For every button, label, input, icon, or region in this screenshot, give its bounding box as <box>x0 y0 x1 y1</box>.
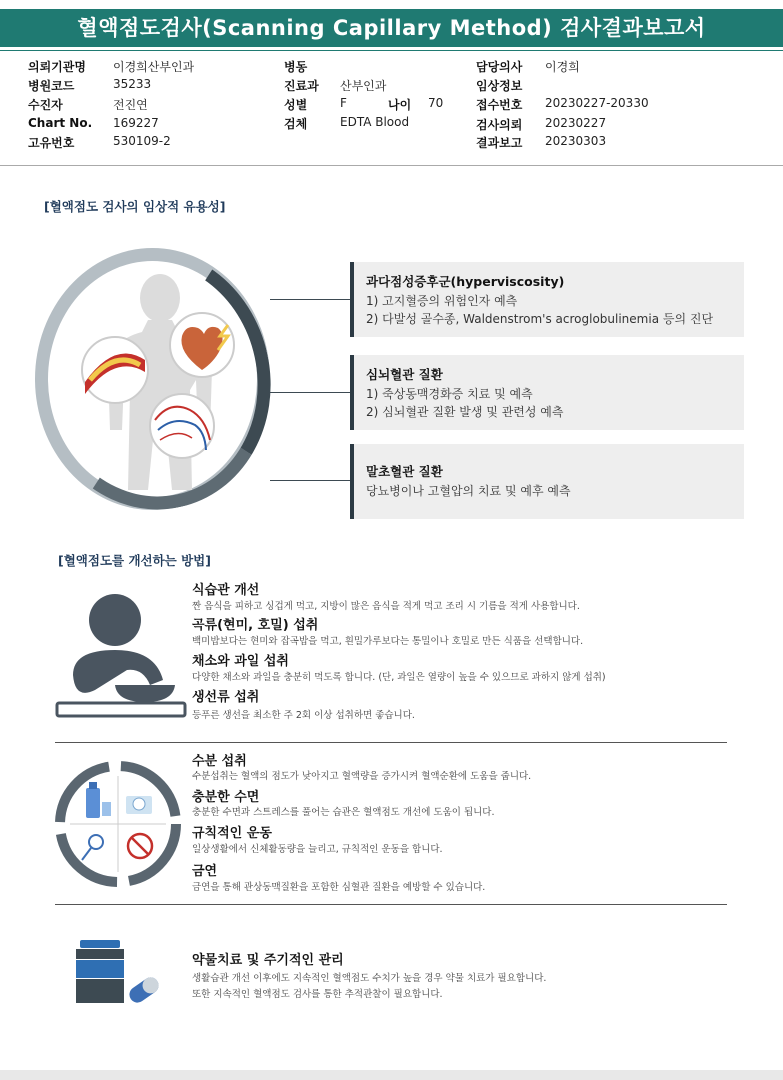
info-value: 이경희산부인과 <box>113 60 195 74</box>
connector-line <box>270 392 350 393</box>
info-institution <box>28 58 86 75</box>
info-report-date <box>476 134 522 151</box>
tip-description: 생활습관 개선 이후에도 지속적인 혈액점도 수치가 높을 경우 약물 치료가 필요합니다. <box>192 973 547 984</box>
tip-description: 금연을 통해 관상동맥질환을 포함한 심혈관 질환을 예방할 수 있습니다. <box>192 882 486 893</box>
no-smoking-icon <box>128 834 152 858</box>
tip-heading: 식습관 개선 <box>192 583 260 598</box>
clinical-box-cardio <box>350 355 744 430</box>
info-label: 병원코드 <box>28 79 75 93</box>
info-label: 접수번호 <box>476 98 523 112</box>
info-value: EDTA Blood <box>340 115 410 129</box>
section-divider <box>55 904 727 905</box>
info-value: 35233 <box>113 77 152 91</box>
eating-person-icon <box>55 590 190 720</box>
pill-icon <box>126 974 161 1005</box>
tip-description: 짠 음식을 피하고 싱겁게 먹고, 지방이 많은 음식을 적게 먹고 조리 시 기름을 적게 사용합니다. <box>192 601 580 612</box>
info-label: 검체 <box>284 117 308 131</box>
connector-line <box>270 299 350 300</box>
info-value: 이경희 <box>545 60 580 74</box>
title-underline <box>0 50 783 51</box>
tip-description: 또한 지속적인 혈액점도 검사를 통한 추적관찰이 필요합니다. <box>192 989 443 1000</box>
sleep-icon <box>126 796 152 814</box>
info-value: 169227 <box>113 116 159 130</box>
info-label: 병동 <box>284 60 308 74</box>
clinical-box-peripheral <box>350 444 744 519</box>
clinical-box-hyperviscosity <box>350 262 744 337</box>
tip-heading: 수분 섭취 <box>192 754 247 769</box>
section-divider <box>55 742 727 743</box>
info-value: 20230227 <box>545 116 607 130</box>
info-label: 성별 <box>284 98 308 112</box>
tip-description: 다양한 채소와 과일을 충분히 먹도록 합니다. (단, 과일은 열량이 높을 수 있으므로 과하지 않게 섭취) <box>192 672 606 683</box>
info-specimen <box>284 115 307 132</box>
header-divider <box>0 165 783 166</box>
tip-heading: 금연 <box>192 864 218 879</box>
info-sex <box>284 96 307 113</box>
info-age <box>388 96 411 113</box>
tip-heading: 충분한 수면 <box>192 790 260 805</box>
blood-vessel-icon <box>82 337 148 403</box>
improve-section-title: [혈액점도를 개선하는 방법] <box>58 553 211 568</box>
tip-heading: 생선류 섭취 <box>192 690 260 705</box>
info-value: 70 <box>428 96 444 110</box>
report-title: 혈액점도검사(Scanning Capillary Method) 검사결과보고서 <box>0 9 783 47</box>
info-doctor <box>476 58 522 75</box>
info-value: 20230303 <box>545 134 607 148</box>
tip-description: 일상생활에서 신체활동량을 늘리고, 규칙적인 운동을 합니다. <box>192 844 443 855</box>
body-organs-icon <box>60 270 250 490</box>
capillary-icon <box>150 394 214 458</box>
info-label: 검사의뢰 <box>476 118 523 132</box>
clinical-box-heading: 말초혈관 질환 <box>366 464 443 479</box>
info-value: 산부인과 <box>340 79 387 93</box>
info-value: F <box>340 96 347 110</box>
clinical-box-heading: 심뇌혈관 질환 <box>366 367 443 382</box>
page-bottom-band <box>0 1070 783 1080</box>
tip-heading: 약물치료 및 주기적인 관리 <box>192 953 344 968</box>
tip-description: 등푸른 생선을 최소한 주 2회 이상 섭취하면 좋습니다. <box>192 710 415 721</box>
tip-description: 충분한 수면과 스트레스를 풀어는 습관은 혈액점도 개선에 도움이 됩니다. <box>192 807 495 818</box>
info-label: 고유번호 <box>28 136 75 150</box>
tip-heading: 곡류(현미, 호밀) 섭취 <box>192 618 319 633</box>
info-patient <box>28 96 63 113</box>
info-clinical-info <box>476 77 522 94</box>
info-department <box>284 77 319 94</box>
info-request-date <box>476 116 522 133</box>
clinical-box-line: 2) 다발성 골수종, Waldenstrom's acroglobulinemia 등의 진단 <box>366 312 714 326</box>
clinical-box-heading: 과다점성증후군(hyperviscosity) <box>366 274 565 289</box>
info-label: 의뢰기관명 <box>28 60 86 74</box>
clinical-box-line: 2) 심뇌혈관 질환 발생 및 관련성 예측 <box>366 405 564 419</box>
clinical-section-title: [혈액점도 검사의 임상적 유용성] <box>44 199 226 214</box>
medicine-bottle-icon <box>72 940 167 1008</box>
water-bottle-icon <box>86 782 111 818</box>
tip-description: 수분섭취는 혈액의 점도가 낮아지고 혈액량을 증가시켜 혈액순환에 도움을 줍니다. <box>192 771 532 782</box>
heart-icon <box>170 313 234 377</box>
clinical-box-line: 당뇨병이나 고혈압의 치료 및 예후 예측 <box>366 484 571 498</box>
info-value: 20230227-20330 <box>545 96 649 110</box>
info-label: Chart No. <box>28 116 93 130</box>
info-label: 담당의사 <box>476 60 523 74</box>
info-label: 나이 <box>388 98 412 112</box>
exercise-icon <box>82 835 103 860</box>
info-receipt-no <box>476 96 522 113</box>
info-value: 전진연 <box>113 98 148 112</box>
tip-description: 백미밥보다는 현미와 잡곡밥을 먹고, 흰밀가루보다는 통밀이나 호밀로 만든 식품을 선택합니다. <box>192 636 584 647</box>
info-label: 진료과 <box>284 79 319 93</box>
tip-heading: 채소와 과일 섭취 <box>192 654 289 669</box>
info-label: 수진자 <box>28 98 63 112</box>
info-ward <box>284 58 307 75</box>
clinical-box-line: 1) 고지혈증의 위험인자 예측 <box>366 294 518 308</box>
lifestyle-ring-icon <box>52 758 184 890</box>
tip-heading: 규칙적인 운동 <box>192 826 272 841</box>
info-value: 530109-2 <box>113 134 171 148</box>
connector-line <box>270 480 350 481</box>
info-label: 임상정보 <box>476 79 523 93</box>
info-hospital-code <box>28 77 74 94</box>
info-unique-no <box>28 134 74 151</box>
info-label: 결과보고 <box>476 136 523 150</box>
info-chart-no <box>28 116 92 130</box>
clinical-box-line: 1) 죽상동맥경화증 치료 및 예측 <box>366 387 533 401</box>
